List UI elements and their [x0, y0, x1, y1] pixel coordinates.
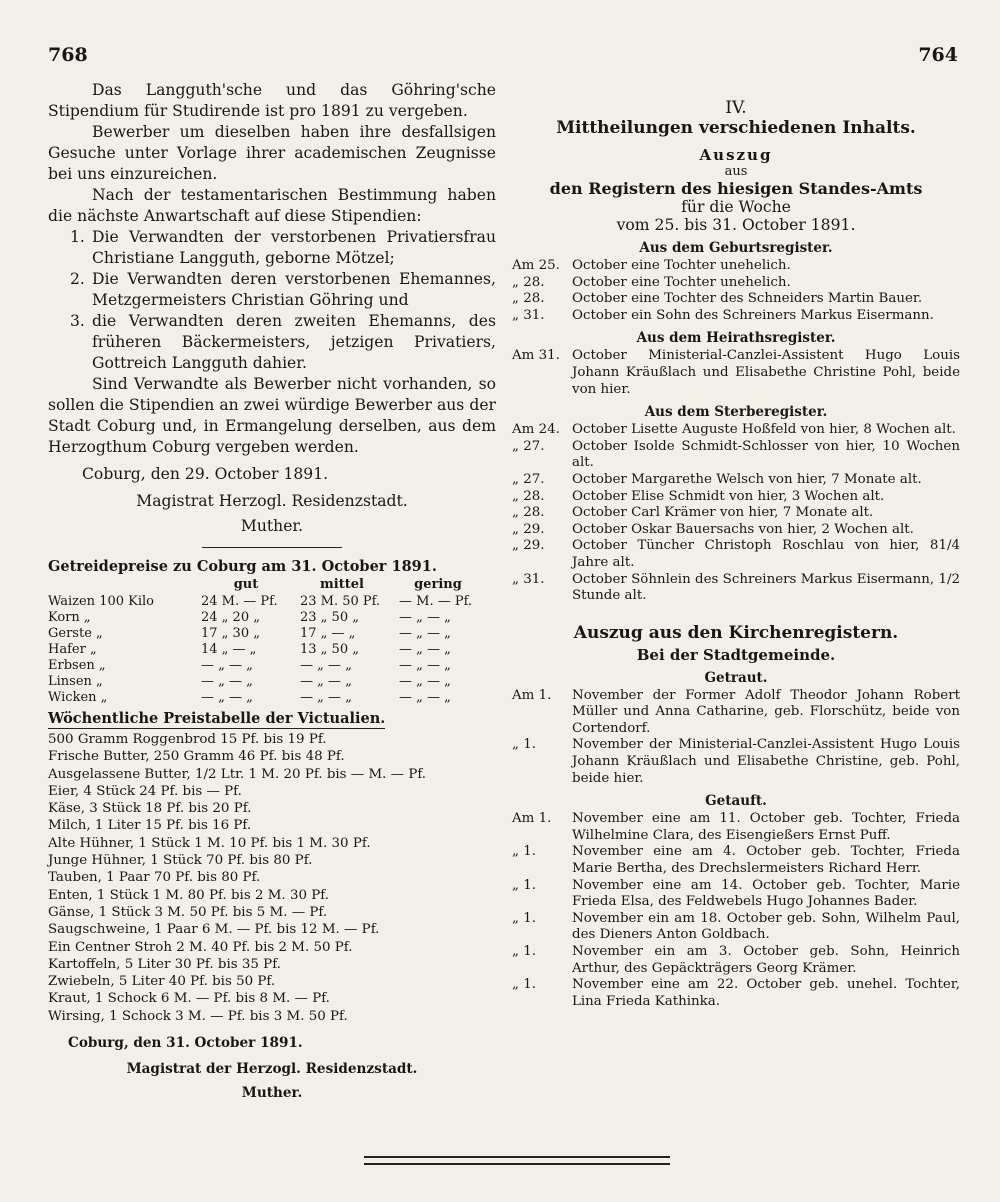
table-row: Hafer „ 14 „ — „ 13 „ 50 „ — „ — „	[48, 642, 451, 657]
list-item: „ 1. November eine am 14. October geb. Tochter, Marie Frieda Elsa, des Feldwebels Hugo Johannes Bader.	[512, 877, 960, 910]
list-item: Saugschweine, 1 Paar 6 M. — Pf. bis 12 M. — Pf.	[48, 922, 380, 938]
list-item: Milch, 1 Liter 15 Pf. bis 16 Pf.	[48, 818, 252, 834]
stipend-eligibility-list	[48, 227, 496, 374]
baptized-list	[512, 811, 960, 1010]
auszug-heading: Auszug	[699, 146, 773, 164]
list-item: Enten, 1 Stück 1 M. 80 Pf. bis 2 M. 30 Pf.	[48, 887, 329, 903]
section-title: Mittheilungen verschiedenen Inhalts.	[556, 118, 916, 138]
registers-title: den Registern des hiesigen Standes-Amts	[549, 179, 923, 198]
left-column	[48, 80, 496, 1101]
victualien-date: Coburg, den 31. October 1891.	[68, 1035, 303, 1052]
list-item: „ 1. November eine am 4. October geb. Tochter, Frieda Marie Bertha, des Drechslermeisters Richard Herr.	[512, 844, 960, 877]
list-item: „ 1. November ein am 18. October geb. Sohn, Wilhelm Paul, des Dieners Anton Goldbach.	[512, 910, 960, 943]
table-row: Linsen „ — „ — „ — „ — „ — „ — „	[48, 674, 451, 689]
list-item: Am 1. November der Former Adolf Theodor Johann Robert Müller und Anna Catharine, geb. Florschütz, beide von Cortendorf.	[512, 687, 960, 736]
grain-prices-table	[48, 594, 475, 706]
list-item: 500 Gramm Roggenbrod 15 Pf. bis 19 Pf.	[48, 732, 327, 747]
list-item: „ 1. November der Ministerial-Canzlei-Assistent Hugo Louis Johann Kräußlach und Elisabethe Christine, geb. Pohl, beide hier.	[512, 737, 960, 786]
list-item: Junge Hühner, 1 Stück 70 Pf. bis 80 Pf.	[48, 853, 313, 869]
bottom-double-rule	[364, 1156, 670, 1165]
stipend-date: Coburg, den 29. October 1891.	[82, 465, 329, 483]
grain-prices-title: Getreidepreise zu Coburg am 31. October 1891.	[48, 558, 437, 575]
list-item: 3. die Verwandten deren zweiten Ehemanns, des früheren Bäckermeisters, jetzigen Privatiers, Gottreich Langguth dahier.	[70, 312, 496, 372]
list-item: Wirsing, 1 Schock 3 M. — Pf. bis 3 M. 50 Pf.	[48, 1008, 348, 1024]
birth-register-list	[512, 258, 960, 324]
marriage-register-title: Aus dem Heirathsregister.	[636, 330, 836, 347]
list-item: „ 27. October Isolde Schmidt-Schlosser von hier, 10 Wochen alt.	[512, 438, 960, 471]
married-title: Getraut.	[704, 669, 768, 686]
table-row: Wicken „ — „ — „ — „ — „ — „ — „	[48, 690, 451, 705]
victualien-signature: Magistrat der Herzogl. Residenzstadt.	[126, 1061, 418, 1078]
victualien-signer: Muther.	[241, 1085, 303, 1102]
death-register-title: Aus dem Sterberegister.	[644, 404, 828, 421]
list-item: „ 1. November eine am 22. October geb. unehel. Tochter, Lina Frieda Kathinka.	[512, 977, 960, 1009]
page-number-right: 764	[918, 44, 958, 66]
list-item: „ 28. October Elise Schmidt von hier, 3 Wochen alt.	[512, 488, 885, 504]
list-item: „ 27. October Margarethe Welsch von hier, 7 Monate alt.	[512, 471, 922, 487]
week-label: für die Woche	[681, 198, 791, 216]
week-range: vom 25. bis 31. October 1891.	[616, 216, 856, 234]
list-item: Am 1. November eine am 11. October geb. Tochter, Frieda Wilhelmine Clara, des Eisengießers Ernst Puff.	[512, 811, 960, 843]
list-item: Gänse, 1 Stück 3 M. 50 Pf. bis 5 M. — Pf.	[48, 904, 328, 920]
table-row: Gerste „ 17 „ 30 „ 17 „ — „ — „ — „	[48, 626, 451, 641]
list-item: Kartoffeln, 5 Liter 30 Pf. bis 35 Pf.	[48, 956, 281, 972]
stipend-announcement: Das Langguth'sche und das Göhring'sche Stipendium für Studirende ist pro 1891 zu vergeben.	[48, 81, 496, 120]
list-item: „ 31. October ein Sohn des Schreiners Markus Eisermann.	[512, 307, 934, 323]
list-item: Ein Centner Stroh 2 M. 40 Pf. bis 2 M. 50 Pf.	[48, 939, 353, 955]
victualien-price-list	[48, 731, 496, 1025]
baptized-title: Getauft.	[705, 793, 767, 810]
victualien-title: Wöchentliche Preistabelle der Victualien.	[48, 710, 386, 727]
list-item: Am 31. October Ministerial-Canzlei-Assistent Hugo Louis Johann Kräußlach und Elisabethe Christine Pohl, beide von hier.	[512, 348, 960, 397]
list-item: 1. Die Verwandten der verstorbenen Privatiersfrau Christiane Langguth, geborne Mötzel;	[70, 228, 496, 267]
list-item: 2. Die Verwandten deren verstorbenen Ehemannes, Metzgermeisters Christian Göhring und	[70, 270, 496, 309]
stipend-fallback: Sind Verwandte als Bewerber nicht vorhanden, so sollen die Stipendien an zwei würdige Bewerber aus der Stadt Coburg und, in Ermangelung derselben, aus dem Herzogthum Coburg vergeben werden.	[48, 375, 496, 456]
list-item: Tauben, 1 Paar 70 Pf. bis 80 Pf.	[48, 870, 261, 886]
divider	[202, 547, 342, 548]
list-item: Eier, 4 Stück 24 Pf. bis — Pf.	[48, 783, 242, 799]
list-item: Zwiebeln, 5 Liter 40 Pf. bis 50 Pf.	[48, 974, 276, 990]
list-item: „ 31. October Söhnlein des Schreiners Markus Eisermann, 1/2 Stunde alt.	[512, 571, 960, 604]
grain-quality-header: gut mittel gering	[233, 577, 462, 592]
page-number-left: 768	[48, 44, 88, 66]
list-item: „ 28. October Carl Krämer von hier, 7 Monate alt.	[512, 505, 874, 521]
city-parish-title: Bei der Stadtgemeinde.	[636, 645, 836, 664]
table-row: Korn „ 24 „ 20 „ 23 „ 50 „ — „ — „	[48, 610, 451, 625]
list-item: Frische Butter, 250 Gramm 46 Pf. bis 48 Pf.	[48, 749, 345, 765]
table-row: Waizen 100 Kilo 24 M. — Pf. 23 M. 50 Pf. — M. — Pf.	[48, 594, 473, 609]
list-item: Am 24. October Lisette Auguste Hoßfeld von hier, 8 Wochen alt.	[512, 422, 956, 438]
list-item: „ 29. October Oskar Bauersachs von hier, 2 Wochen alt.	[512, 521, 914, 537]
aus-word: aus	[724, 164, 748, 179]
marriage-register-list	[512, 348, 960, 398]
list-item: Alte Hühner, 1 Stück 1 M. 10 Pf. bis 1 M. 30 Pf.	[48, 835, 371, 851]
list-item: Kraut, 1 Schock 6 M. — Pf. bis 8 M. — Pf.	[48, 991, 330, 1007]
section-number: IV.	[725, 98, 747, 118]
stipend-application: Bewerber um dieselben haben ihre desfallsigen Gesuche unter Vorlage ihrer academischen Zeugnisse bei uns einzureichen.	[48, 123, 496, 183]
list-item: „ 28. October eine Tochter des Schneiders Martin Bauer.	[512, 291, 923, 307]
birth-register-title: Aus dem Geburtsregister.	[639, 240, 833, 256]
stipend-testament: Nach der testamentarischen Bestimmung haben die nächste Anwartschaft auf diese Stipendien:	[48, 186, 496, 225]
list-item: Käse, 3 Stück 18 Pf. bis 20 Pf.	[48, 801, 252, 817]
list-item: Am 25. October eine Tochter unehelich.	[512, 258, 791, 273]
stipend-signer: Muther.	[240, 517, 304, 535]
married-list	[512, 688, 960, 788]
list-item: „ 1. November ein am 3. October geb. Sohn, Heinrich Arthur, des Gepäckträgers Georg Krämer.	[512, 944, 960, 976]
stipend-signature: Magistrat Herzogl. Residenzstadt.	[136, 492, 408, 510]
church-register-title: Auszug aus den Kirchenregistern.	[573, 622, 899, 643]
list-item: Ausgelassene Butter, 1/2 Ltr. 1 M. 20 Pf. bis — M. — Pf.	[48, 766, 427, 782]
list-item: „ 28. October eine Tochter unehelich.	[512, 274, 791, 290]
right-column	[512, 80, 960, 1010]
death-register-list	[512, 422, 960, 605]
table-row: Erbsen „ — „ — „ — „ — „ — „ — „	[48, 658, 451, 673]
list-item: „ 29. October Tüncher Christoph Roschlau von hier, 81/4 Jahre alt.	[512, 538, 960, 570]
